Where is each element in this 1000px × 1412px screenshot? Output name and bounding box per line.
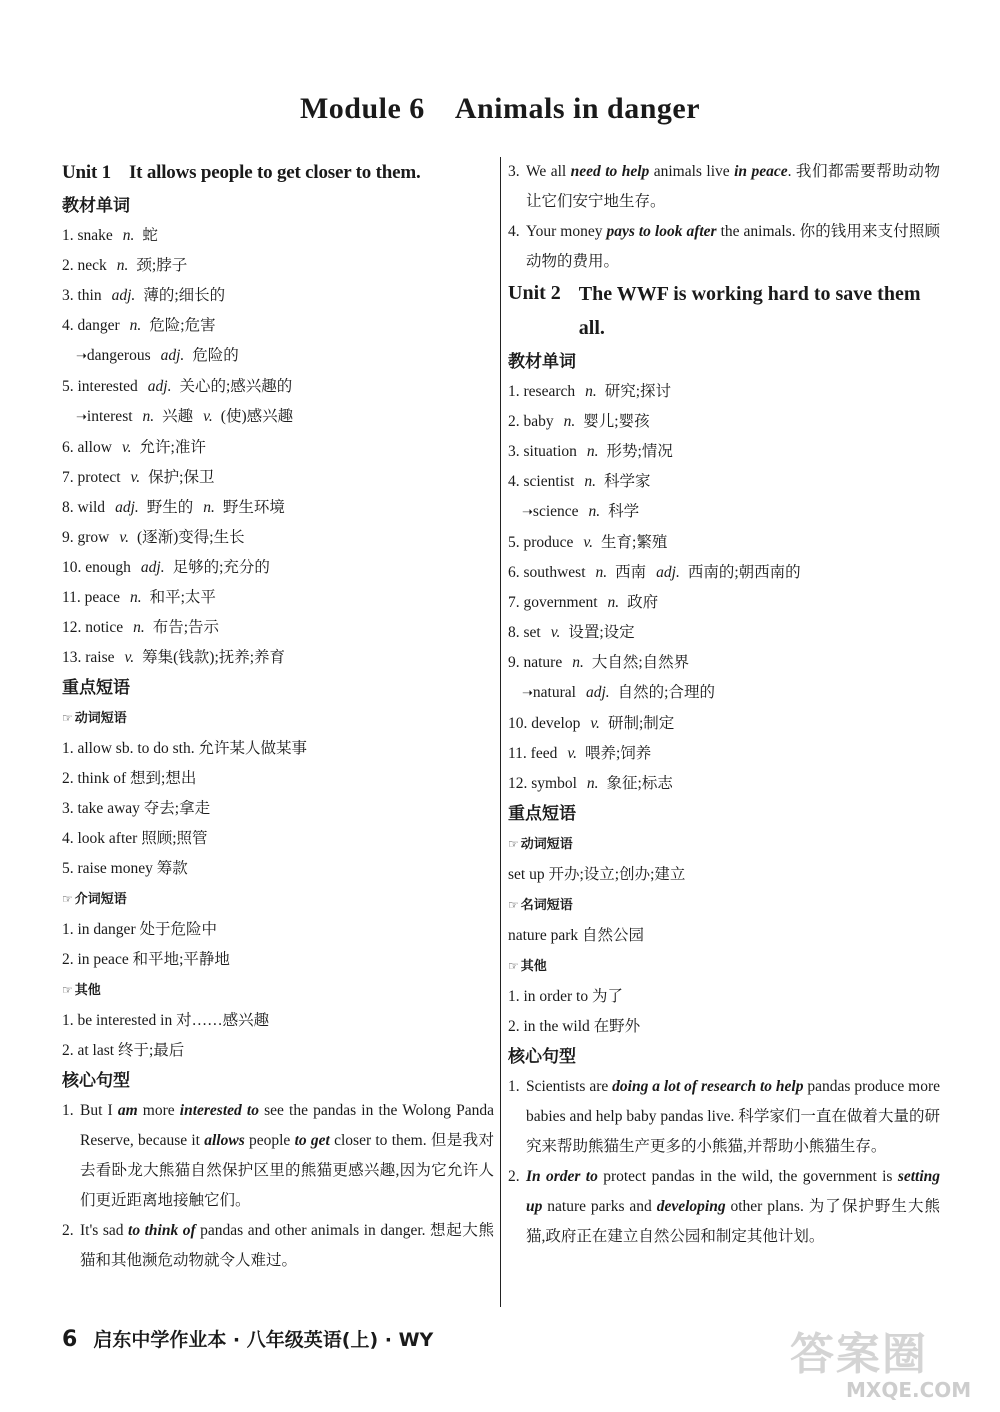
vocab-word: 3. situation bbox=[508, 443, 577, 460]
vocab-item bbox=[62, 281, 494, 311]
right-arrow-icon: ➝ bbox=[522, 686, 533, 701]
vocab-meaning: 足够的;充分的 bbox=[172, 559, 270, 576]
vocab-meaning: 西南 bbox=[615, 564, 647, 581]
vocab-item bbox=[508, 437, 940, 467]
sentence-fragment: the animals. 你的钱用来支付照顾动物的费用。 bbox=[526, 223, 940, 270]
vocab-meaning: 喂养;饲养 bbox=[584, 745, 652, 762]
unit1-label: Unit 1 bbox=[62, 162, 111, 183]
part-of-speech: v. bbox=[550, 624, 561, 641]
part-of-speech: n. bbox=[122, 227, 135, 244]
key-phrase: pays to look after bbox=[606, 223, 717, 240]
part-of-speech: n. bbox=[133, 619, 145, 636]
vocab-item bbox=[508, 467, 940, 497]
part-of-speech: n. bbox=[129, 317, 142, 334]
left-column bbox=[62, 157, 494, 1276]
part-of-speech: v. bbox=[124, 649, 135, 666]
phrase-item: 1. in danger 处于危险中 bbox=[62, 921, 217, 938]
vocab-item bbox=[62, 583, 494, 613]
sentence-fragment: closer to them. 但是我对去看卧龙大熊猫自然保护区里的熊猫更感兴趣,因为它允许人们更近距离地接触它们。 bbox=[80, 1132, 494, 1209]
phrase-item: 1. in order to 为了 bbox=[508, 988, 623, 1005]
phrase-group-label bbox=[62, 703, 494, 734]
right-column bbox=[508, 157, 940, 1252]
vocab-meaning: 大自然;自然界 bbox=[591, 654, 690, 671]
part-of-speech: v. bbox=[203, 408, 213, 425]
key-phrase: to think of bbox=[128, 1222, 196, 1239]
part-of-speech: n. bbox=[572, 654, 584, 671]
sentence-fragment: Your money bbox=[526, 223, 607, 240]
vocab-word: 10. enough bbox=[62, 559, 131, 576]
vocab-meaning: 布告;告示 bbox=[152, 619, 220, 636]
sentence-text bbox=[62, 1216, 494, 1276]
part-of-speech: n. bbox=[116, 257, 129, 274]
unit1-phrase-list bbox=[62, 703, 494, 1066]
vocab-meaning: 自然的;合理的 bbox=[617, 684, 715, 701]
vocab-item bbox=[62, 372, 494, 402]
vocab-word: 1. research bbox=[508, 383, 576, 400]
vocab-meaning: 婴儿;婴孩 bbox=[583, 413, 650, 430]
phrase-item: nature park 自然公园 bbox=[508, 927, 645, 944]
pointing-hand-icon: ☞ bbox=[508, 837, 519, 851]
vocab-item bbox=[508, 678, 940, 709]
vocab-item bbox=[508, 528, 940, 558]
part-of-speech: adj. bbox=[111, 287, 136, 304]
vocab-word: 6. allow bbox=[62, 439, 112, 456]
sentence-text bbox=[508, 1162, 940, 1252]
part-of-speech: n. bbox=[607, 594, 620, 611]
sentence-fragment: But I bbox=[80, 1102, 118, 1119]
unit2-heading: The WWF is working hard to save them all. bbox=[578, 283, 921, 339]
vocab-meaning: 关心的;感兴趣的 bbox=[179, 378, 293, 395]
vocab-item bbox=[508, 739, 940, 769]
vocab-word: interest bbox=[86, 408, 133, 425]
vocab-meaning: 研究;探讨 bbox=[604, 383, 672, 400]
sentence-fragment: pandas and other animals in danger. 想起大熊猫和其他濒危动物就令人难过。 bbox=[80, 1222, 494, 1269]
phrase-item: 2. in peace 和平地;平静地 bbox=[62, 951, 230, 968]
part-of-speech: n. bbox=[129, 589, 142, 606]
key-phrase: to get bbox=[294, 1132, 330, 1149]
phrase-item: 1. allow sb. to do sth. 允许某人做某事 bbox=[62, 740, 307, 757]
vocab-meaning: 形势;情况 bbox=[606, 443, 673, 460]
vocab-item bbox=[62, 553, 494, 583]
pointing-hand-icon: ☞ bbox=[62, 711, 73, 725]
key-phrase: setting up bbox=[526, 1168, 941, 1215]
part-of-speech: adj. bbox=[585, 684, 610, 701]
part-of-speech: adj. bbox=[140, 559, 165, 576]
pointing-hand-icon: ☞ bbox=[508, 898, 519, 912]
unit2-title bbox=[508, 277, 940, 345]
vocab-meaning: 设置;设定 bbox=[568, 624, 635, 641]
phrase-item: 3. take away 夺去;拿走 bbox=[62, 800, 211, 817]
part-of-speech: n. bbox=[585, 383, 597, 400]
page-title bbox=[0, 92, 1000, 126]
vocab-meaning: 兴趣 bbox=[162, 408, 194, 425]
vocab-item bbox=[508, 709, 940, 739]
sentence-number: 2. bbox=[508, 1168, 520, 1185]
vocab-item bbox=[508, 558, 940, 588]
key-phrase: need to help bbox=[570, 163, 650, 180]
vocab-meaning: 保护;保卫 bbox=[148, 469, 215, 486]
vocab-item bbox=[508, 648, 940, 678]
part-of-speech: v. bbox=[130, 469, 141, 486]
vocab-meaning: 野生环境 bbox=[222, 499, 285, 516]
vocab-word: 7. government bbox=[508, 594, 598, 611]
vocab-item bbox=[62, 523, 494, 553]
sentence-item bbox=[508, 1162, 940, 1252]
vocab-word: 2. neck bbox=[62, 257, 107, 274]
sentence-fragment: Scientists are bbox=[526, 1078, 613, 1095]
sentence-fragment: more bbox=[137, 1102, 180, 1119]
unit1-vocab-list bbox=[62, 221, 494, 673]
vocab-word: 12. notice bbox=[62, 619, 124, 636]
phrase-group-label bbox=[508, 890, 940, 921]
vocab-item bbox=[62, 402, 494, 433]
column-divider bbox=[500, 157, 501, 1307]
vocab-item bbox=[62, 463, 494, 493]
vocab-item bbox=[508, 618, 940, 648]
vocab-meaning: 颈;脖子 bbox=[136, 257, 188, 274]
watermark-text: 答案圈 bbox=[790, 1329, 928, 1380]
phrase-group-name: 动词短语 bbox=[520, 837, 573, 852]
unit1-sentence-list bbox=[62, 1096, 494, 1276]
part-of-speech: v. bbox=[121, 439, 132, 456]
vocab-word: 5. produce bbox=[508, 534, 574, 551]
vocab-meaning: 象征;标志 bbox=[606, 775, 673, 792]
key-phrase: interested to bbox=[179, 1102, 259, 1119]
phrase-group-name: 介词短语 bbox=[74, 892, 127, 907]
sentence-item bbox=[62, 1096, 494, 1216]
right-arrow-icon: ➝ bbox=[76, 349, 87, 364]
sentence-item bbox=[62, 1216, 494, 1276]
part-of-speech: v. bbox=[590, 715, 600, 732]
vocab-word: 5. interested bbox=[62, 378, 138, 395]
key-phrase: in peace bbox=[734, 163, 788, 180]
unit2-sentence-list bbox=[508, 1072, 940, 1252]
vocab-item bbox=[62, 341, 494, 372]
unit1-sentence-heading: 核心句型 bbox=[62, 1071, 130, 1091]
vocab-item bbox=[62, 221, 494, 251]
vocab-item bbox=[508, 377, 940, 407]
sentence-fragment: It's sad bbox=[80, 1222, 129, 1239]
vocab-item bbox=[508, 588, 940, 618]
vocab-item bbox=[508, 769, 940, 799]
sentence-text bbox=[508, 157, 940, 217]
key-phrase: doing a lot of research to help bbox=[612, 1078, 804, 1095]
sentence-item bbox=[508, 157, 940, 217]
phrase-item: 5. raise money 筹款 bbox=[62, 860, 188, 877]
vocab-word: 11. peace bbox=[62, 589, 120, 606]
key-phrase: In order to bbox=[526, 1168, 598, 1185]
vocab-word: 12. symbol bbox=[508, 775, 577, 792]
vocab-item bbox=[62, 433, 494, 463]
vocab-meaning: 政府 bbox=[627, 594, 659, 611]
vocab-meaning: 危险的 bbox=[192, 347, 239, 364]
vocab-word: 6. southwest bbox=[508, 564, 586, 581]
page-footer bbox=[62, 1325, 433, 1352]
vocab-item bbox=[62, 613, 494, 643]
vocab-item bbox=[62, 493, 494, 523]
unit1-heading: It allows people to get closer to them. bbox=[128, 162, 421, 183]
sentence-number: 1. bbox=[62, 1102, 74, 1119]
right-arrow-icon: ➝ bbox=[522, 505, 533, 520]
vocab-word: 8. wild bbox=[62, 499, 106, 516]
part-of-speech: n. bbox=[563, 413, 576, 430]
sentence-text bbox=[508, 1072, 940, 1162]
vocab-word: 4. scientist bbox=[508, 473, 575, 490]
phrase-group-label bbox=[508, 951, 940, 982]
vocab-word: 9. nature bbox=[508, 654, 563, 671]
sentence-item bbox=[508, 1072, 940, 1162]
part-of-speech: n. bbox=[203, 499, 215, 516]
phrase-group-label bbox=[508, 829, 940, 860]
pointing-hand-icon: ☞ bbox=[62, 983, 73, 997]
vocab-word: 10. develop bbox=[508, 715, 581, 732]
vocab-meaning: 允许;准许 bbox=[139, 439, 206, 456]
unit1-vocab-heading: 教材单词 bbox=[62, 196, 130, 216]
unit1-phrase-heading: 重点短语 bbox=[62, 678, 130, 698]
sentence-fragment: protect pandas in the wild, the government is bbox=[597, 1168, 898, 1185]
page-number: 6 bbox=[62, 1327, 78, 1352]
vocab-item bbox=[62, 311, 494, 341]
sentence-fragment: pandas produce more babies and help baby pandas live. 科学家们一直在做着大量的研究来帮助熊猫生产更多的小熊猫,并帮助小熊猫生存。 bbox=[526, 1078, 941, 1155]
module-number: Module 6 bbox=[299, 92, 425, 125]
pointing-hand-icon: ☞ bbox=[508, 959, 519, 973]
phrase-group-name: 其他 bbox=[520, 959, 547, 974]
key-phrase: am bbox=[117, 1102, 138, 1119]
watermark-logo bbox=[790, 1318, 990, 1408]
vocab-word: 4. danger bbox=[62, 317, 120, 334]
key-phrase: allows bbox=[204, 1132, 245, 1149]
vocab-meaning: 筹集(钱款);抚养;养育 bbox=[142, 649, 286, 666]
sentence-fragment: see the pandas in the Wolong Panda Reserve, because it bbox=[80, 1102, 494, 1149]
vocab-meaning: (使)感兴趣 bbox=[220, 408, 294, 425]
vocab-item bbox=[62, 251, 494, 281]
unit2-vocab-list bbox=[508, 377, 940, 799]
sentence-fragment: nature parks and bbox=[542, 1198, 657, 1215]
vocab-meaning: 危险;危害 bbox=[149, 317, 216, 334]
sentence-fragment: . 我们都需要帮助动物让它们安宁地生存。 bbox=[526, 163, 940, 210]
vocab-meaning: 薄的;细长的 bbox=[143, 287, 226, 304]
vocab-word: 8. set bbox=[508, 624, 541, 641]
phrase-group-name: 名词短语 bbox=[520, 898, 573, 913]
phrase-item: 2. in the wild 在野外 bbox=[508, 1018, 641, 1035]
vocab-item bbox=[508, 497, 940, 528]
part-of-speech: n. bbox=[595, 564, 608, 581]
unit1-title bbox=[62, 157, 494, 189]
watermark-url: MXQE.COM bbox=[846, 1378, 972, 1402]
right-arrow-icon: ➝ bbox=[76, 410, 87, 425]
sentence-number: 2. bbox=[62, 1222, 74, 1239]
sentence-fragment: people bbox=[244, 1132, 295, 1149]
phrase-group-label bbox=[62, 975, 494, 1006]
vocab-meaning: 科学 bbox=[608, 503, 640, 520]
vocab-word: 9. grow bbox=[62, 529, 110, 546]
book-title: 启东中学作业本 · 八年级英语(上) · WY bbox=[93, 1329, 434, 1351]
part-of-speech: n. bbox=[142, 408, 155, 425]
unit2-phrase-heading: 重点短语 bbox=[508, 804, 576, 824]
part-of-speech: n. bbox=[588, 503, 601, 520]
phrase-group-name: 其他 bbox=[74, 983, 101, 998]
part-of-speech: n. bbox=[586, 775, 599, 792]
part-of-speech: adj. bbox=[160, 347, 185, 364]
vocab-word: 1. snake bbox=[62, 227, 113, 244]
part-of-speech: n. bbox=[586, 443, 599, 460]
vocab-meaning: 和平;太平 bbox=[149, 589, 216, 606]
vocab-meaning: (逐渐)变得;生长 bbox=[136, 529, 245, 546]
vocab-meaning: 科学家 bbox=[603, 473, 651, 490]
module-name: Animals in danger bbox=[454, 92, 701, 125]
vocab-meaning: 西南的;朝西南的 bbox=[687, 564, 801, 581]
vocab-meaning: 蛇 bbox=[142, 227, 158, 244]
vocab-word: 3. thin bbox=[62, 287, 102, 304]
vocab-item bbox=[508, 407, 940, 437]
sentence-fragment: animals live bbox=[649, 163, 735, 180]
phrase-group-label bbox=[62, 884, 494, 915]
phrase-item: 1. be interested in 对……感兴趣 bbox=[62, 1012, 270, 1029]
part-of-speech: adj. bbox=[656, 564, 680, 581]
key-phrase: developing bbox=[656, 1198, 726, 1215]
sentence-text bbox=[62, 1096, 494, 1216]
sentence-fragment: We all bbox=[526, 163, 571, 180]
phrase-item: 4. look after 照顾;照管 bbox=[62, 830, 208, 847]
unit1-sentence-list-continued bbox=[508, 157, 940, 277]
pointing-hand-icon: ☞ bbox=[62, 892, 73, 906]
phrase-item: 2. think of 想到;想出 bbox=[62, 770, 197, 787]
part-of-speech: v. bbox=[119, 529, 129, 546]
vocab-word: natural bbox=[532, 684, 576, 701]
part-of-speech: n. bbox=[584, 473, 596, 490]
unit2-phrase-list bbox=[508, 829, 940, 1042]
vocab-meaning: 野生的 bbox=[146, 499, 194, 516]
vocab-word: dangerous bbox=[86, 347, 151, 364]
sentence-number: 3. bbox=[508, 163, 520, 180]
phrase-item: set up 开办;设立;创办;建立 bbox=[508, 866, 686, 883]
vocab-word: 2. baby bbox=[508, 413, 554, 430]
unit2-vocab-heading: 教材单词 bbox=[508, 352, 576, 372]
sentence-fragment: other plans. 为了保护野生大熊猫,政府正在建立自然公园和制定其他计划。 bbox=[526, 1198, 940, 1245]
phrase-item: 2. at last 终于;最后 bbox=[62, 1042, 185, 1059]
phrase-group-name: 动词短语 bbox=[74, 711, 127, 726]
part-of-speech: adj. bbox=[115, 499, 139, 516]
part-of-speech: v. bbox=[567, 745, 577, 762]
vocab-word: 13. raise bbox=[62, 649, 115, 666]
unit2-label: Unit 2 bbox=[508, 282, 561, 304]
sentence-item bbox=[508, 217, 940, 277]
vocab-item bbox=[62, 643, 494, 673]
part-of-speech: adj. bbox=[147, 378, 172, 395]
sentence-number: 4. bbox=[508, 223, 520, 240]
vocab-meaning: 生育;繁殖 bbox=[601, 534, 668, 551]
vocab-meaning: 研制;制定 bbox=[607, 715, 675, 732]
unit2-sentence-heading: 核心句型 bbox=[508, 1047, 576, 1067]
sentence-number: 1. bbox=[508, 1078, 520, 1095]
part-of-speech: v. bbox=[583, 534, 594, 551]
vocab-word: science bbox=[532, 503, 579, 520]
vocab-word: 11. feed bbox=[508, 745, 558, 762]
vocab-word: 7. protect bbox=[62, 469, 121, 486]
sentence-text bbox=[508, 217, 940, 277]
